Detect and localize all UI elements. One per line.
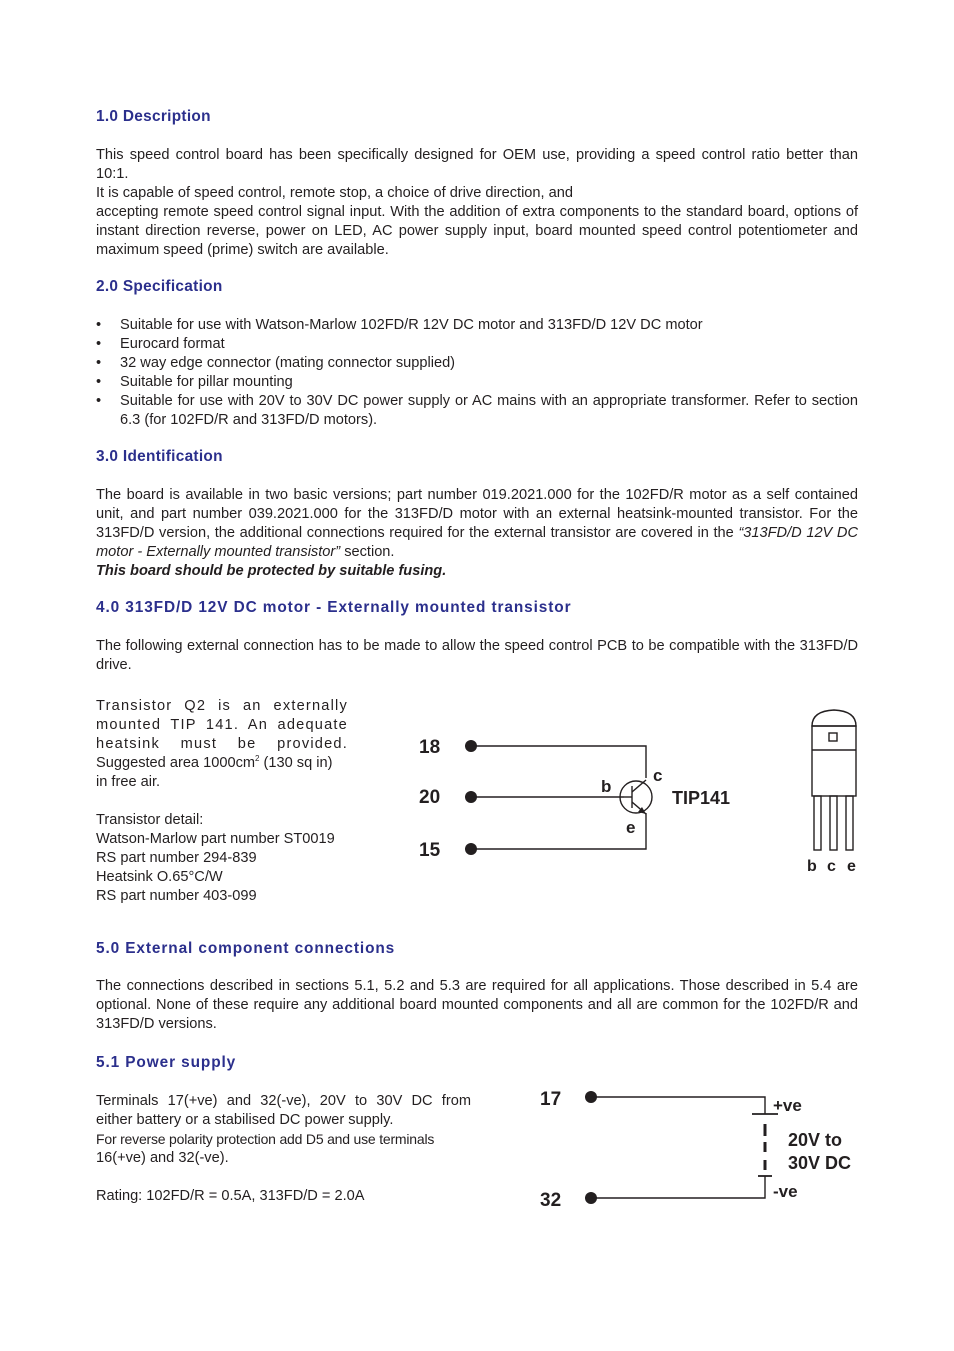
list-item: • Eurocard format — [96, 336, 225, 352]
package-body — [812, 726, 856, 796]
identification-text — [96, 486, 858, 581]
power-line-2: either battery or a stabilised DC power supply. — [96, 1112, 394, 1128]
terminal-15-label: 15 — [419, 840, 441, 861]
list-item: • Suitable for pillar mounting — [96, 374, 293, 390]
package-pin-b: b — [807, 858, 817, 875]
lead-c — [830, 796, 837, 850]
power-rating: Rating: 102FD/R = 0.5A, 313FD/D = 2.0A — [96, 1188, 365, 1204]
detail-line: RS part number 294-839 — [96, 850, 257, 866]
detail-line: Watson-Marlow part number ST0019 — [96, 831, 335, 847]
transistor-wiring-diagram — [410, 700, 750, 875]
package-tab — [812, 710, 856, 726]
package-pin-c: c — [827, 858, 836, 875]
heading-external-transistor: 4.0 313FD/D 12V DC motor - Externally mounted transistor — [96, 599, 572, 616]
description-line-1: This speed control board has been specifically designed for OEM use, providing a speed control ratio better than 10:1. — [96, 147, 858, 182]
heading-external-components: 5.0 External component connections — [96, 940, 396, 957]
specification-list — [96, 316, 858, 430]
lead-b — [814, 796, 821, 850]
detail-line: RS part number 403-099 — [96, 888, 257, 904]
lead-e — [846, 796, 853, 850]
mounting-hole-icon — [829, 733, 837, 741]
terminal-17-label: 17 — [540, 1089, 562, 1110]
power-line-1: Terminals 17(+ve) and 32(-ve), 20V to 30V DC from — [96, 1093, 471, 1109]
positive-label: +ve — [773, 1096, 802, 1115]
q2-line-3: heatsink must be provided. — [96, 736, 348, 752]
detail-line: Heatsink O.65°C/W — [96, 869, 223, 885]
power-supply-diagram — [535, 1080, 875, 1215]
q2-line-2: mounted TIP 141. An adequate — [96, 717, 348, 733]
voltage-label-1: 20V to — [788, 1130, 843, 1150]
heading-power-supply: 5.1 Power supply — [96, 1054, 237, 1071]
terminal-32-label: 32 — [540, 1190, 562, 1211]
terminal-18-label: 18 — [419, 737, 441, 758]
description-text — [96, 146, 858, 260]
wire-positive — [591, 1097, 765, 1114]
wire-negative — [591, 1176, 765, 1198]
external-transistor-intro — [96, 637, 858, 675]
wires — [471, 746, 652, 849]
description-line-2: It is capable of speed control, remote stop, a choice of drive direction, and — [96, 185, 573, 201]
power-supply-text — [96, 1092, 471, 1206]
negative-label: -ve — [773, 1182, 798, 1201]
heading-identification: 3.0 Identification — [96, 448, 223, 465]
list-item: • Suitable for use with 20V to 30V DC power supply or AC mains with an appropriate transformer. Refer to section 6.3 (for 102FD/R and 313FD/D motors). — [96, 393, 858, 428]
package-pin-e: e — [847, 858, 856, 875]
terminal-20-label: 20 — [419, 787, 441, 808]
pin-b-label: b — [601, 777, 612, 796]
heading-description: 1.0 Description — [96, 108, 211, 125]
q2-line-5: in free air. — [96, 774, 161, 790]
identification-text-a: The board is available in two basic versions; part number 019.2021.000 for the 102FD/R motor as a self contained unit, and part number 039.2021.000 for the 313FD/D motor with an external heatsink-mounted transistor. For the 313FD/D version, the additional connections required for the external transistor are covered in the — [96, 487, 858, 541]
bullet-icon: • — [96, 336, 102, 352]
intro-text: The following external connection has to be made to allow the speed control PCB to be compatible with the 313FD/D drive. — [96, 638, 858, 673]
bullet-icon: • — [96, 393, 102, 409]
q2-line-1: Transistor Q2 is an externally — [96, 698, 348, 714]
fusing-warning: This board should be protected by suitable fusing. — [96, 563, 447, 579]
wire-collector — [471, 746, 646, 778]
pin-e-label: e — [626, 818, 636, 837]
transistor-detail-title: Transistor detail: — [96, 812, 204, 828]
wire-emitter — [471, 813, 646, 849]
external-components-paragraph: The connections described in sections 5.1, 5.2 and 5.3 are required for all applications. Those described in 5.4 are optional. None of these require any additional board mounted components and all are common for the 102FD/R and 313FD/D versions. — [96, 978, 858, 1032]
battery-symbol-icon — [752, 1114, 778, 1176]
power-wires — [591, 1097, 765, 1198]
power-line-4: 16(+ve) and 32(-ve). — [96, 1150, 229, 1166]
description-line-3: accepting remote speed control signal input. With the addition of extra components to the standard board, options of instant direction reverse, power on LED, AC power supply input, board mounted speed control potentiometer and maximum speed (prime) switch are available. — [96, 204, 858, 258]
list-item: • Suitable for use with Watson-Marlow 102FD/R 12V DC motor and 313FD/D 12V DC motor — [96, 317, 703, 333]
voltage-label-2: 30V DC — [788, 1153, 852, 1173]
q2-line-4: Suggested area $1000cm^2$ (130 sq in) — [96, 754, 333, 771]
identification-text-b: section. — [344, 544, 395, 560]
bullet-icon: • — [96, 317, 102, 333]
power-line-3: For reverse polarity protection add D5 and use terminals — [96, 1131, 435, 1147]
heading-specification: 2.0 Specification — [96, 278, 223, 295]
external-components-text — [96, 977, 858, 1034]
identification-section-ref: “313FD/D 12V DC motor - Externally mounted transistor” — [96, 525, 858, 560]
bullet-icon: • — [96, 374, 102, 390]
transistor-notes — [96, 697, 348, 906]
bullet-icon: • — [96, 355, 102, 371]
part-number-label: TIP141 — [672, 788, 731, 808]
list-item: • 32 way edge connector (mating connector supplied) — [96, 355, 456, 371]
transistor-package-diagram — [800, 706, 866, 876]
pin-c-label: c — [653, 766, 663, 785]
